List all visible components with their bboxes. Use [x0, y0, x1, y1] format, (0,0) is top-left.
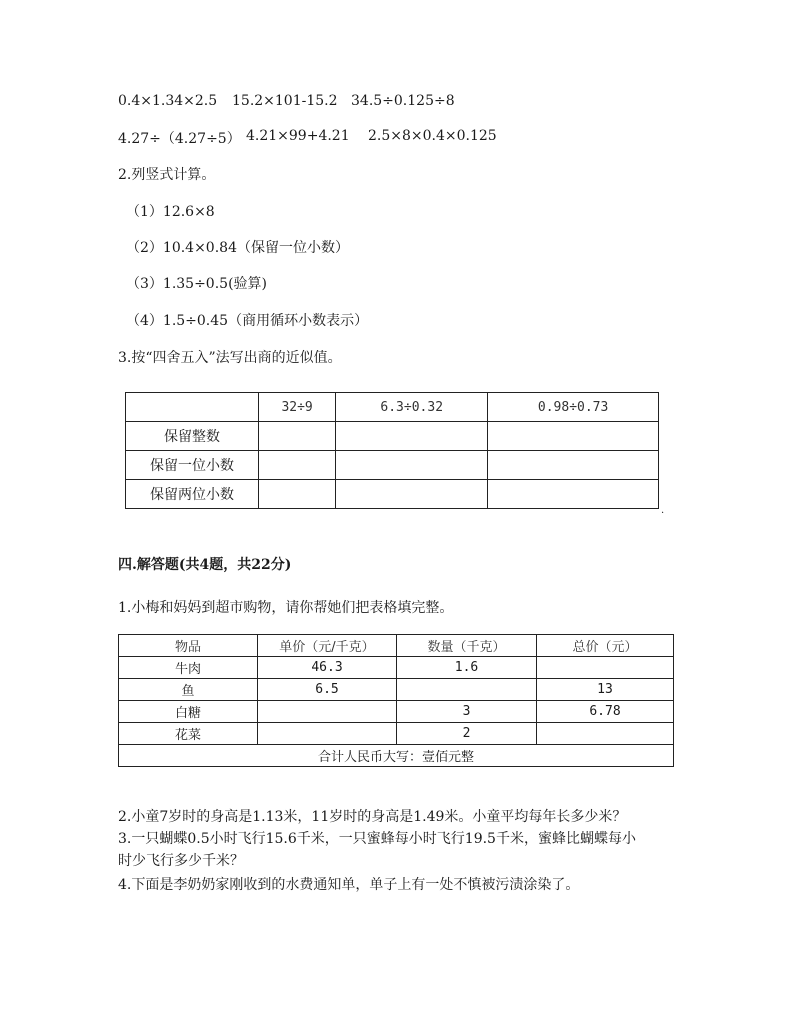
- total-price: 13: [537, 679, 674, 701]
- table-header-cell: 单价（元/千克）: [258, 635, 397, 657]
- calc-expression: 34.5÷0.125÷8: [351, 93, 455, 109]
- item-name: 牛肉: [119, 657, 258, 679]
- total-text: 合计人民币大写：壹佰元整: [119, 745, 674, 767]
- q4-3-text-line2: 时少飞行多少千米？: [118, 853, 244, 869]
- item-name: 鱼: [119, 679, 258, 701]
- approx-table: [125, 392, 659, 509]
- q4-4-text: 4.下面是李奶奶家刚收到的水费通知单，单子上有一处不慎被污渍涂染了。: [118, 877, 580, 893]
- calc-expression: 15.2×101-15.2: [232, 93, 338, 109]
- table-row: [126, 480, 659, 509]
- total-price[interactable]: [537, 657, 674, 679]
- quantity: 2: [397, 723, 537, 745]
- table-row: [126, 422, 659, 451]
- table-header-cell: 6.3÷0.32: [336, 393, 488, 422]
- table-header-row: [126, 393, 659, 422]
- q4-3-text-line1: 3.一只蝴蝶0.5小时飞行15.6千米，一只蜜蜂每小时飞行19.5千米，蜜蜂比蝴蝶每小: [118, 831, 636, 847]
- answer-cell[interactable]: [259, 451, 336, 480]
- table-row: [119, 657, 674, 679]
- calc-row-2: [0, 128, 794, 148]
- q4-1-text: 1.小梅和妈妈到超市购物，请你帮她们把表格填完整。: [118, 600, 454, 616]
- item-name: 白糖: [119, 701, 258, 723]
- unit-price[interactable]: [258, 723, 397, 745]
- answer-cell[interactable]: [488, 480, 659, 509]
- q2-item: （3）1.35÷0.5(验算): [126, 276, 267, 292]
- answer-cell[interactable]: [259, 422, 336, 451]
- q2-item: （4）1.5÷0.45（商用循环小数表示）: [126, 313, 369, 329]
- item-name: 花菜: [119, 723, 258, 745]
- answer-cell[interactable]: [488, 451, 659, 480]
- row-label: 保留一位小数: [126, 451, 259, 480]
- answer-cell[interactable]: [488, 422, 659, 451]
- total-price[interactable]: [537, 723, 674, 745]
- stray-dot: .: [661, 505, 665, 516]
- calc-expression: 4.27÷（4.27÷5）: [118, 131, 241, 147]
- calc-row-1: [0, 93, 794, 113]
- calc-expression: 2.5×8×0.4×0.125: [368, 128, 497, 144]
- answer-cell[interactable]: [336, 451, 488, 480]
- table-header-cell: 数量（千克）: [397, 635, 537, 657]
- table-row: [119, 679, 674, 701]
- quantity: 1.6: [397, 657, 537, 679]
- answer-cell[interactable]: [259, 480, 336, 509]
- q4-2-text: 2.小童7岁时的身高是1.13米，11岁时的身高是1.49米。小童平均每年长多少米？: [118, 809, 627, 825]
- table-row: [126, 451, 659, 480]
- row-label: 保留两位小数: [126, 480, 259, 509]
- table-header-cell: [126, 393, 259, 422]
- row-label: 保留整数: [126, 422, 259, 451]
- total-price: 6.78: [537, 701, 674, 723]
- q2-title: 2.列竖式计算。: [118, 167, 216, 183]
- answer-cell[interactable]: [336, 480, 488, 509]
- table-row: [119, 723, 674, 745]
- section-title: 四.解答题(共4题，共22分): [118, 557, 292, 573]
- q2-item: （2）10.4×0.84（保留一位小数）: [126, 240, 349, 256]
- table-header-cell: 总价（元）: [537, 635, 674, 657]
- unit-price: 6.5: [258, 679, 397, 701]
- table-header-cell: 物品: [119, 635, 258, 657]
- table-header-row: [119, 635, 674, 657]
- table-header-cell: 0.98÷0.73: [488, 393, 659, 422]
- calc-expression: 0.4×1.34×2.5: [118, 93, 218, 109]
- table-total-row: [119, 745, 674, 767]
- answer-cell[interactable]: [336, 422, 488, 451]
- calc-expression: 4.21×99+4.21: [246, 128, 350, 144]
- unit-price[interactable]: [258, 701, 397, 723]
- q2-item: （1）12.6×8: [126, 204, 215, 220]
- table-header-cell: 32÷9: [259, 393, 336, 422]
- unit-price: 46.3: [258, 657, 397, 679]
- table-row: [119, 701, 674, 723]
- q3-title: 3.按“四舍五入”法写出商的近似值。: [118, 350, 342, 366]
- shopping-table: [118, 634, 674, 767]
- quantity: 3: [397, 701, 537, 723]
- quantity[interactable]: [397, 679, 537, 701]
